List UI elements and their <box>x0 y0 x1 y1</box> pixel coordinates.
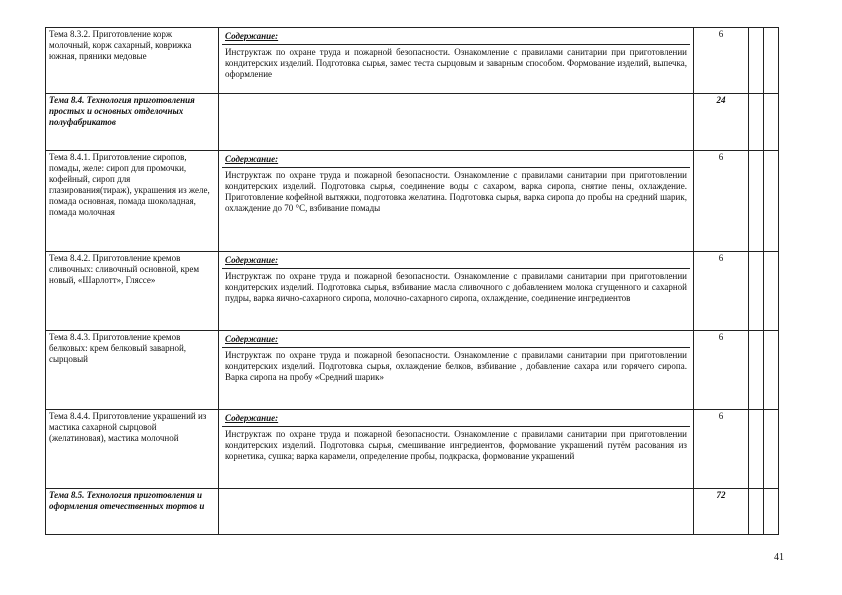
level-cell <box>764 28 779 94</box>
section-hours: 72 <box>716 490 726 500</box>
level-cell <box>764 252 779 331</box>
content-cell <box>219 410 694 489</box>
section-hours: 24 <box>716 95 726 105</box>
topic-cell: Тема 8.4.2. Приготовление кремов сливочных: сливочный основной, крем новый, «Шарлотт», Гляссе» <box>46 252 219 331</box>
level-cell <box>764 94 779 151</box>
hours-cell <box>694 94 749 151</box>
hours-cell: 6 <box>694 331 749 410</box>
table-row <box>46 410 779 489</box>
hours-cell: 6 <box>694 151 749 252</box>
section-topic-cell: Тема 8.5. Технология приготовления и оформления отечественных тортов и <box>46 489 219 535</box>
content-header: Содержание: <box>222 152 690 168</box>
content-cell <box>219 151 694 252</box>
hours-cell: 6 <box>694 28 749 94</box>
content-text: Инструктаж по охране труда и пожарной безопасности. Ознакомление с правилами санитарии при приготовлении кондитерских изделий. Подготовка сырья, замес теста сырцовым и заварным способом. Формование изделий, выпечка, оформление <box>225 47 687 79</box>
level-cell <box>749 410 764 489</box>
topic-cell: Тема 8.4.3. Приготовление кремов белковых: крем белковый заварной, сырцовый <box>46 331 219 410</box>
section-topic-cell: Тема 8.4. Технология приготовления простых и основных отделочных полуфабрикатов <box>46 94 219 151</box>
page-number: 41 <box>774 552 784 563</box>
level-cell <box>749 151 764 252</box>
content-header: Содержание: <box>222 29 690 45</box>
content-text: Инструктаж по охране труда и пожарной безопасности. Ознакомление с правилами санитарии при приготовлении кондитерских изделий. Подготовка сырья, взбивание масла сливочного с добавлением молока сгущенного и сахарной пудры, варка яично-сахарного сиропа, молочно-сахарного сиропа, охлаждение, соединение ингредиентов <box>225 271 687 303</box>
level-cell <box>749 489 764 535</box>
level-cell <box>764 489 779 535</box>
table-row <box>46 252 779 331</box>
hours-cell: 6 <box>694 252 749 331</box>
table-row <box>46 151 779 252</box>
content-cell <box>219 252 694 331</box>
level-cell <box>764 331 779 410</box>
content-text: Инструктаж по охране труда и пожарной безопасности. Ознакомление с правилами санитарии при приготовлении кондитерских изделий. Подготовка сырья, соединение воды с сахаром, варка сиропа, снятие пены, охлаждение. Приготовление кофейной вытяжки, подготовка желатина. Подготовка сырья, варка сиропа до пробы на средний шарик, охлаждение до 70 °С, взбивание помады <box>225 170 687 213</box>
level-cell <box>749 331 764 410</box>
level-cell <box>749 252 764 331</box>
topic-cell: Тема 8.4.4. Приготовление украшений из мастика сахарной сырцовой (желатиновая), мастика молочной <box>46 410 219 489</box>
level-cell <box>749 28 764 94</box>
content-cell <box>219 28 694 94</box>
content-header: Содержание: <box>222 332 690 348</box>
table-row <box>46 28 779 94</box>
table-row <box>46 94 779 151</box>
content-header: Содержание: <box>222 253 690 269</box>
curriculum-table <box>45 27 779 535</box>
level-cell <box>749 94 764 151</box>
topic-cell: Тема 8.4.1. Приготовление сиропов, помады, желе: сироп для промочки, кофейный, сироп для глазирования(тираж), украшения из желе, помада основная, помада шоколадная, помада молочная <box>46 151 219 252</box>
content-cell <box>219 331 694 410</box>
content-header: Содержание: <box>222 411 690 427</box>
table-row <box>46 331 779 410</box>
hours-cell <box>694 489 749 535</box>
content-cell <box>219 94 694 151</box>
content-text: Инструктаж по охране труда и пожарной безопасности. Ознакомление с правилами санитарии при приготовлении кондитерских изделий. Подготовка сырья, охлаждение белков, взбивание , добавление сахара или горячего сиропа. Варка сиропа на пробу «Средний шарик» <box>225 350 687 382</box>
content-cell <box>219 489 694 535</box>
content-text: Инструктаж по охране труда и пожарной безопасности. Ознакомление с правилами санитарии при приготовлении кондитерских изделий. Подготовка сырья, смешивание ингредиентов, формование украшений путём расования из корнетика, сушка; варка карамели, определение пробы, подкраска, формование украшений <box>225 429 687 461</box>
table-row <box>46 489 779 535</box>
topic-cell: Тема 8.3.2. Приготовление корж молочный, корж сахарный, коврижка южная, пряники медовые <box>46 28 219 94</box>
level-cell <box>764 410 779 489</box>
level-cell <box>764 151 779 252</box>
hours-cell: 6 <box>694 410 749 489</box>
